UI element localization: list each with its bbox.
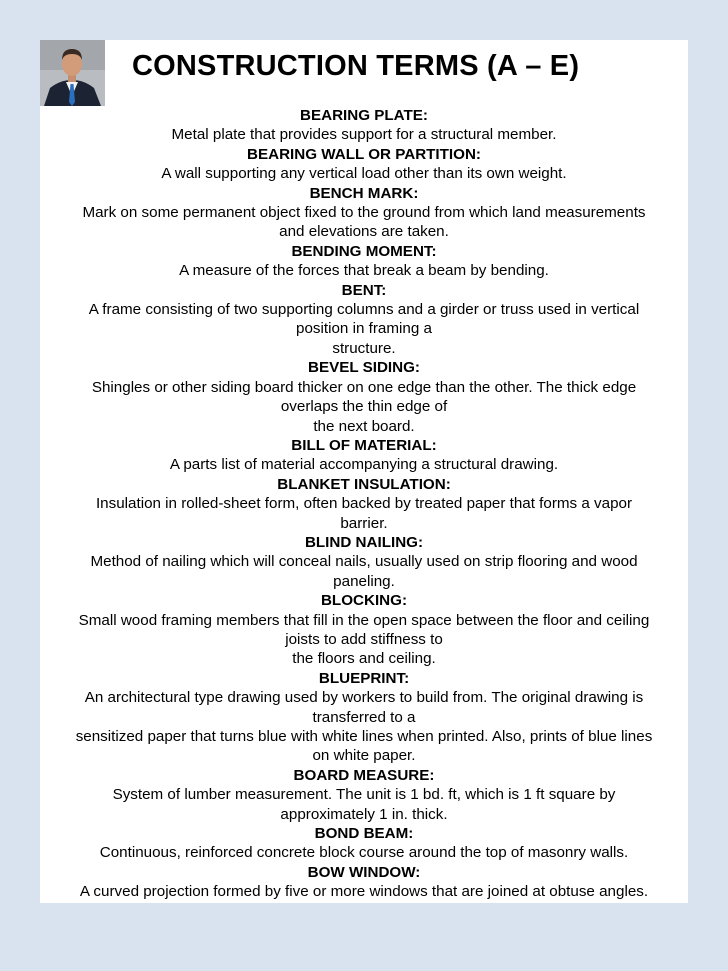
term-definition-line: joists to add stiffness to bbox=[285, 630, 443, 648]
term-entry bbox=[40, 106, 688, 145]
term-definition-line: barrier. bbox=[340, 514, 388, 532]
term-definition-line: approximately 1 in. thick. bbox=[280, 805, 448, 823]
term-definition-line: transferred to a bbox=[312, 708, 416, 726]
term-definition-line: Method of nailing which will conceal nails, usually used on strip flooring and wood bbox=[90, 553, 638, 571]
term-heading: BLIND NAILING: bbox=[304, 533, 424, 551]
term-definition-line: Shingles or other siding board thicker on one edge than the other. The thick edge bbox=[91, 378, 637, 396]
term-heading: BOND BEAM: bbox=[314, 825, 414, 843]
term-definition-line: A curved projection formed by five or more windows that are joined at obtuse angles. bbox=[79, 883, 649, 901]
term-definition-line: on white paper. bbox=[312, 747, 416, 765]
term-definition-line: structure. bbox=[332, 339, 396, 357]
term-entry bbox=[40, 436, 688, 475]
term-definition-line: and elevations are taken. bbox=[279, 223, 449, 241]
term-definition-line: Small wood framing members that fill in the open space between the floor and ceiling bbox=[78, 611, 650, 629]
term-heading: BLUEPRINT: bbox=[318, 669, 410, 687]
term-heading: BILL OF MATERIAL: bbox=[291, 436, 437, 454]
term-definition-line: A parts list of material accompanying a structural drawing. bbox=[169, 456, 559, 474]
term-heading: BLOCKING: bbox=[320, 592, 408, 610]
term-heading: BENT: bbox=[341, 281, 387, 299]
term-heading: BOARD MEASURE: bbox=[293, 766, 435, 784]
term-definition-line: position in framing a bbox=[296, 320, 432, 338]
term-entry bbox=[40, 475, 688, 533]
term-entry bbox=[40, 766, 688, 824]
term-entry bbox=[40, 533, 688, 591]
term-definition-line: A frame consisting of two supporting columns and a girder or truss used in vertical bbox=[88, 301, 640, 319]
term-definition-line: A wall supporting any vertical load other than its own weight. bbox=[161, 165, 567, 183]
term-heading: BEARING WALL OR PARTITION: bbox=[247, 145, 481, 163]
presenter-photo bbox=[40, 40, 105, 106]
term-definition-line: Continuous, reinforced concrete block course around the top of masonry walls. bbox=[99, 844, 629, 862]
term-heading: BENDING MOMENT: bbox=[291, 242, 437, 260]
document-page bbox=[40, 40, 688, 903]
term-definition-line: the floors and ceiling. bbox=[292, 650, 436, 668]
term-definition-line: Metal plate that provides support for a structural member. bbox=[171, 126, 557, 144]
term-definition-line: Insulation in rolled-sheet form, often backed by treated paper that forms a vapor bbox=[95, 495, 633, 513]
term-entry bbox=[40, 824, 688, 863]
person-portrait-icon bbox=[40, 40, 105, 106]
term-heading: BENCH MARK: bbox=[309, 184, 419, 202]
term-definition-line: sensitized paper that turns blue with white lines when printed. Also, prints of blue lines bbox=[75, 728, 653, 745]
term-entry bbox=[40, 145, 688, 184]
term-definition-line: the next board. bbox=[313, 417, 415, 435]
term-entry bbox=[40, 281, 688, 359]
term-entry bbox=[40, 242, 688, 281]
term-heading: BLANKET INSULATION: bbox=[277, 475, 451, 493]
term-definition-line: Mark on some permanent object fixed to the ground from which land measurements bbox=[82, 204, 646, 222]
term-entry bbox=[40, 184, 688, 242]
term-entry bbox=[40, 591, 688, 669]
term-entry bbox=[40, 669, 688, 766]
term-heading: BEARING PLATE: bbox=[300, 107, 428, 124]
term-definition-line: System of lumber measurement. The unit is 1 bd. ft, which is 1 ft square by bbox=[112, 786, 616, 804]
page-title: CONSTRUCTION TERMS (A – E) bbox=[132, 50, 580, 82]
term-heading: BOW WINDOW: bbox=[307, 863, 421, 881]
term-definition-line: A measure of the forces that break a beam by bending. bbox=[179, 262, 549, 280]
term-heading: BEVEL SIDING: bbox=[308, 359, 420, 377]
terms-list bbox=[40, 106, 688, 902]
term-definition-line: An architectural type drawing used by workers to build from. The original drawing is bbox=[84, 689, 644, 707]
term-definition-line: overlaps the thin edge of bbox=[280, 398, 448, 416]
term-entry bbox=[40, 863, 688, 902]
term-entry bbox=[40, 358, 688, 436]
term-definition-line: paneling. bbox=[333, 572, 395, 590]
